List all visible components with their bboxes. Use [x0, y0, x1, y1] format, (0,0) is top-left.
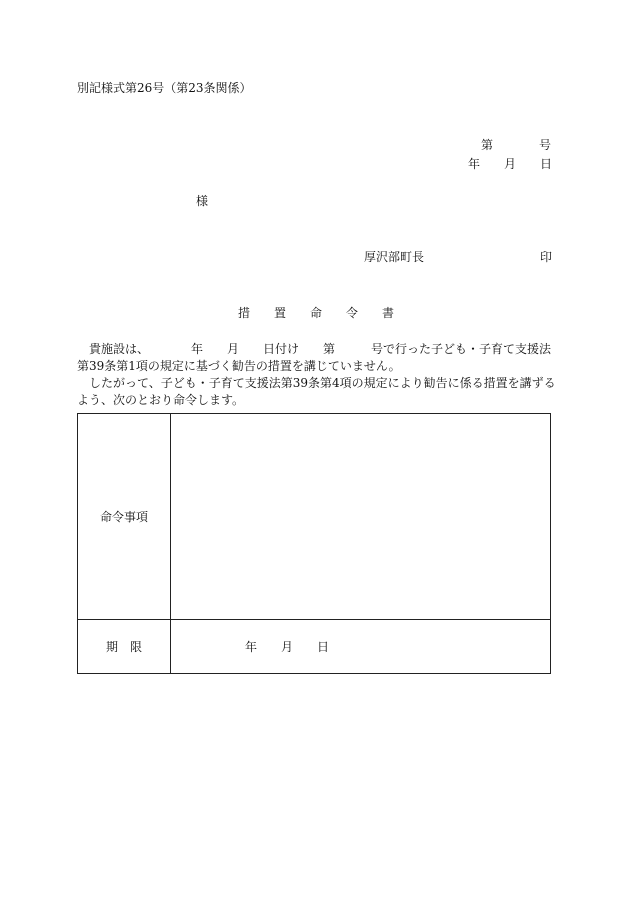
deadline-date: 年 月 日	[171, 620, 551, 674]
deadline-row	[78, 620, 551, 674]
document-title: 措 置 命 令 書	[238, 306, 395, 320]
order-row	[78, 414, 551, 620]
seal-mark: 印	[540, 250, 553, 264]
order-table	[77, 413, 551, 674]
addressee-suffix: 様	[196, 194, 209, 208]
order-label: 命令事項	[78, 414, 171, 620]
document-number-suffix: 号	[539, 138, 552, 152]
body-paragraph-1: 貴施設は、 年 月 日付け 第 号で行った子ども・子育て支援法第39条第1項の規定に基づく勧告の措置を講じていません。	[77, 342, 552, 373]
issuer-name: 厚沢部町長	[364, 250, 425, 264]
issue-date: 年 月 日	[468, 157, 553, 171]
document-number-prefix: 第	[481, 138, 494, 152]
deadline-label: 期 限	[78, 620, 171, 674]
form-number: 別記様式第26号（第23条関係）	[77, 81, 252, 95]
body-paragraph-2: したがって、子ども・子育て支援法第39条第4項の規定により勧告に係る措置を講ずるよう、次のとおり命令します。	[77, 376, 556, 407]
order-content-cell	[171, 414, 551, 620]
